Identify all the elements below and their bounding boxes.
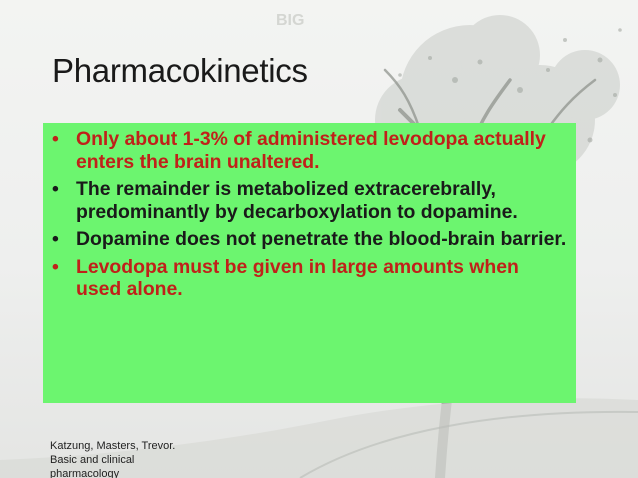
bullet-text: Only about 1-3% of administered levodopa actually enters the brain unaltered.	[76, 128, 546, 173]
content-box	[43, 123, 576, 403]
bullet-dot-icon: •	[52, 228, 59, 250]
bullet-item	[50, 128, 568, 173]
bullet-item	[50, 256, 568, 301]
bullet-dot-icon: •	[52, 255, 59, 278]
bullet-text: Dopamine does not penetrate the blood-brain barrier.	[76, 228, 567, 250]
bullet-list	[43, 123, 576, 301]
bullet-item	[50, 228, 568, 251]
bullet-dot-icon: •	[52, 178, 59, 200]
bullet-item	[50, 178, 568, 223]
slide-title: Pharmacokinetics	[52, 52, 308, 89]
bullet-dot-icon: •	[52, 128, 59, 150]
bullet-text: The remainder is metabolized extracerebrally, predominantly by decarboxylation to dopamine.	[76, 178, 518, 223]
citation: Katzung, Masters, Trevor. Basic and clinical pharmacology	[50, 440, 176, 478]
watermark-text: BIG	[276, 12, 305, 29]
bullet-text: Levodopa must be given in large amounts when used alone.	[76, 255, 519, 300]
